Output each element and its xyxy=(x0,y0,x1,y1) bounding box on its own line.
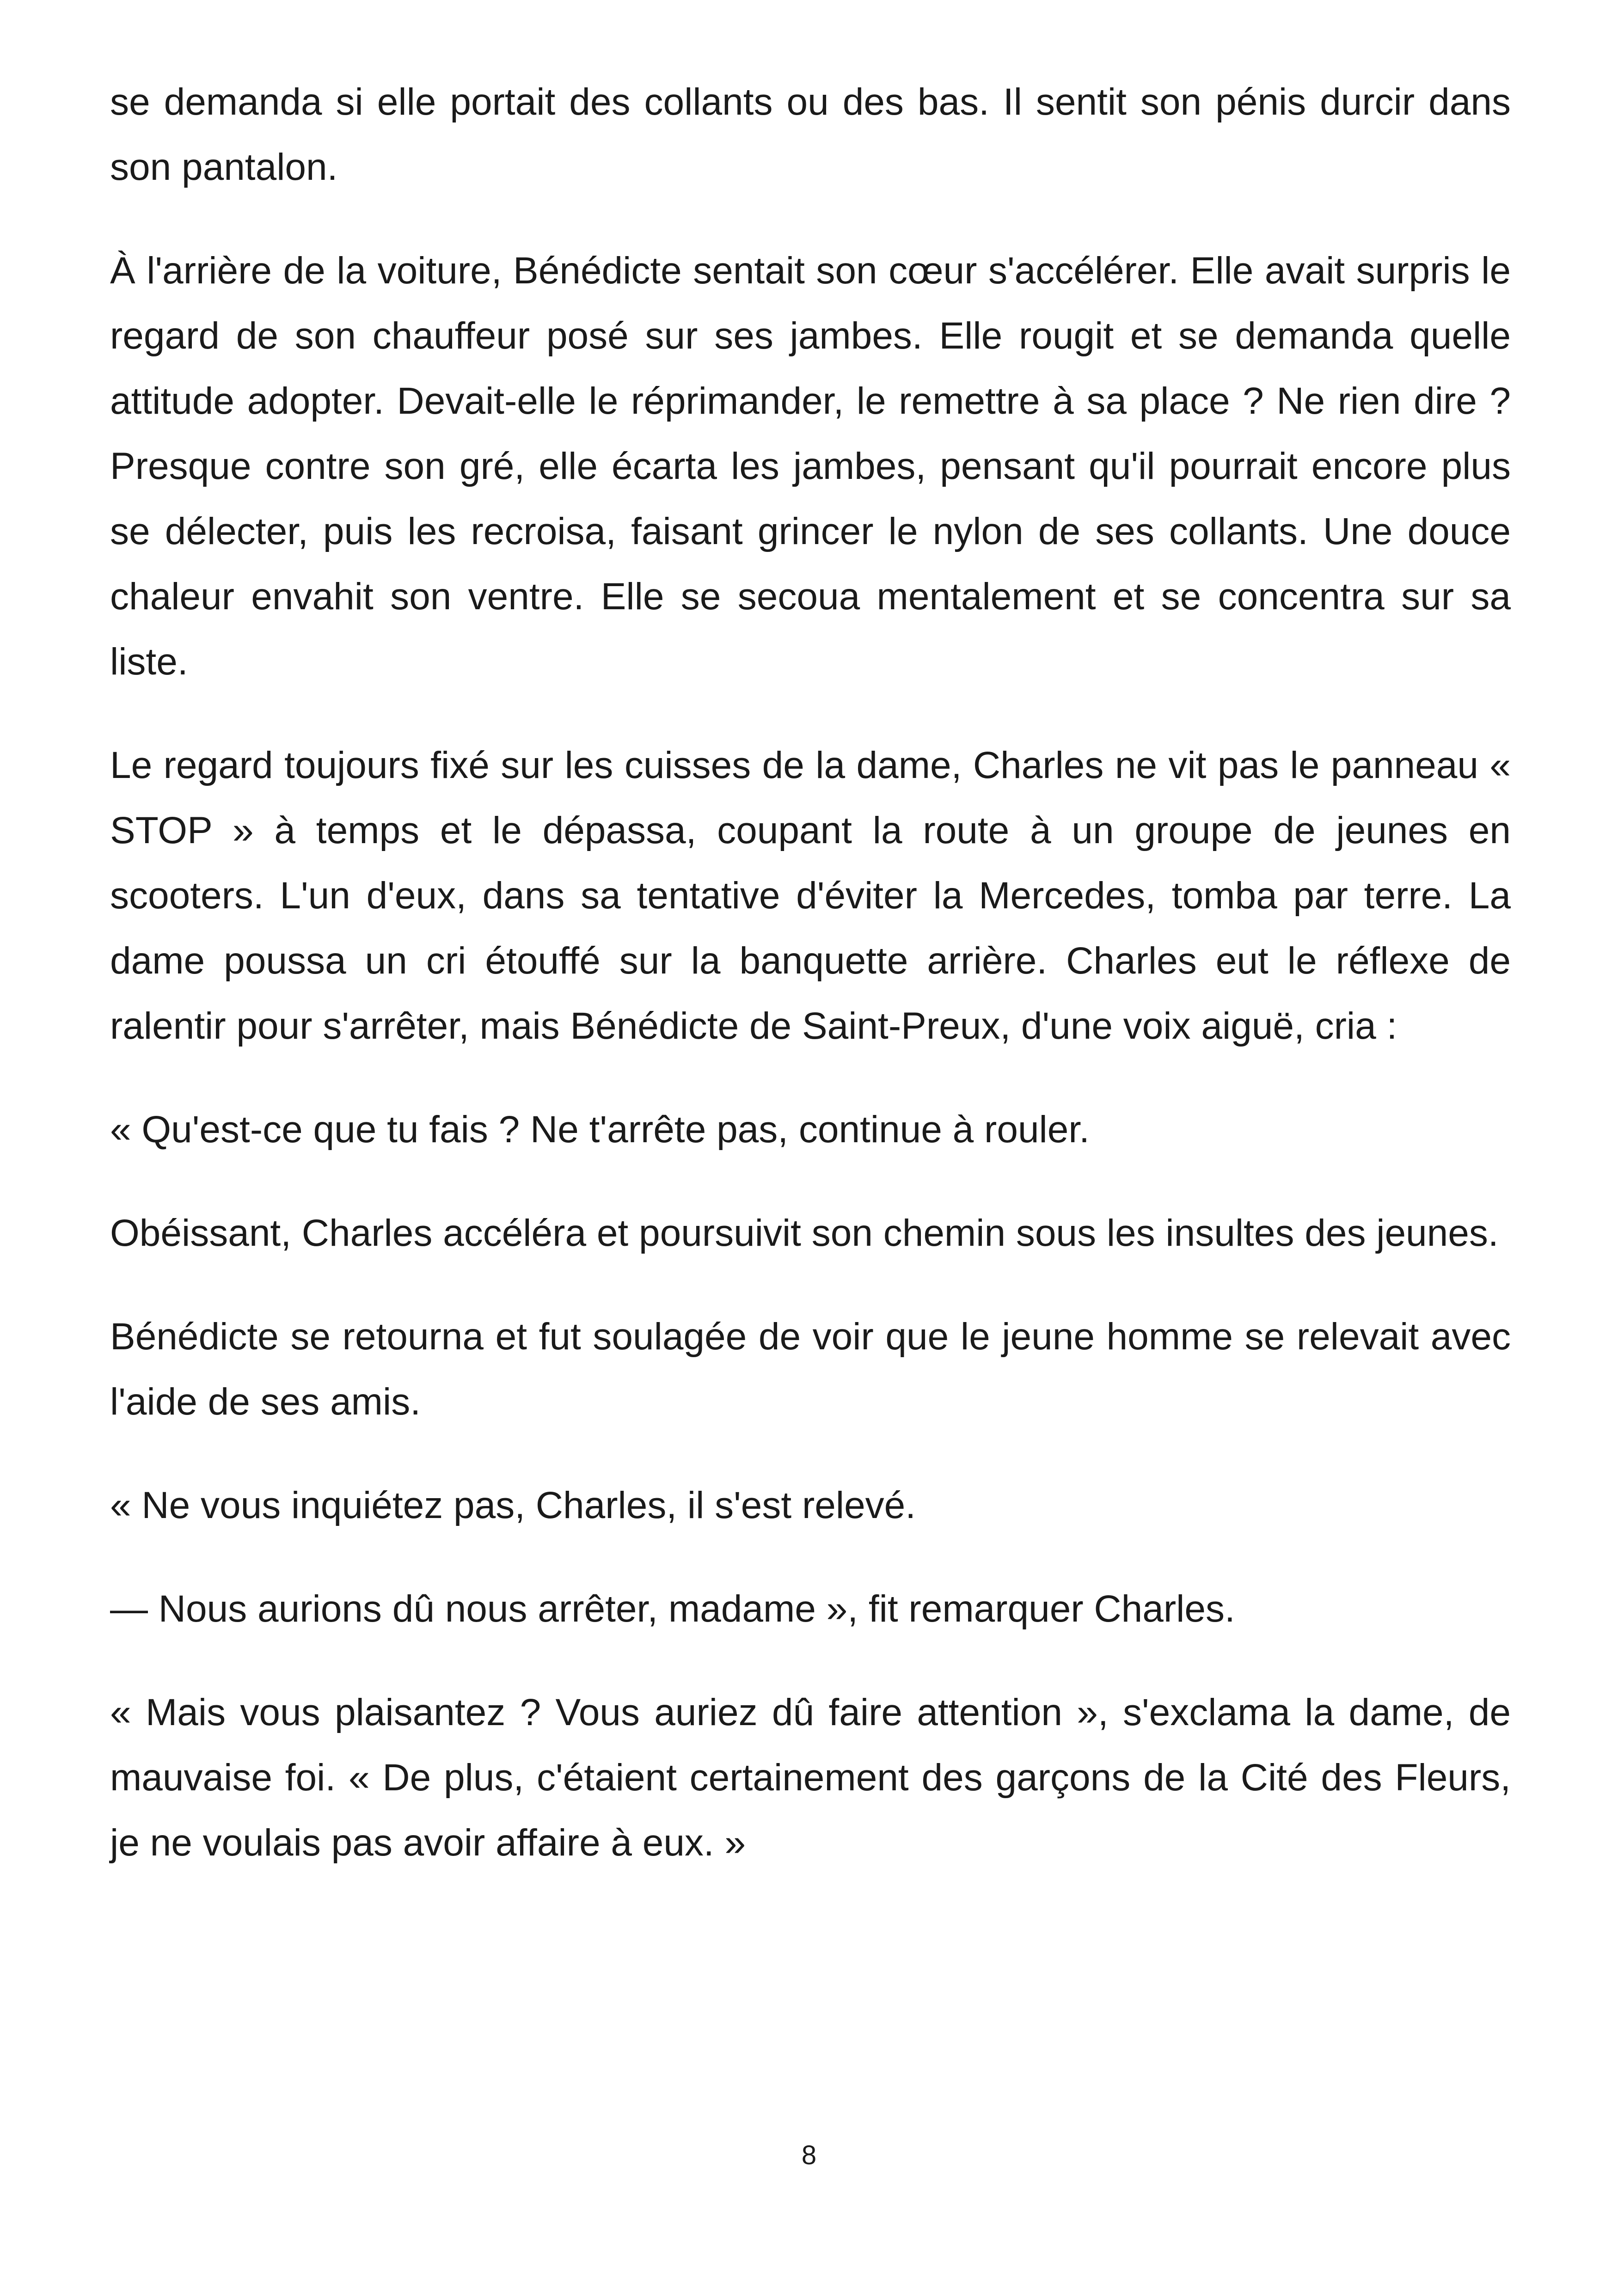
paragraph: À l'arrière de la voiture, Bénédicte sentait son cœur s'accélérer. Elle avait surpris le regard de son chauffeur posé sur ses jambes. Elle rougit et se demanda quelle attitude adopter. Devait-elle le réprimander, le remettre à sa place ? Ne rien dire ? Presque contre son gré, elle écarta les jambes, pensant qu'il pourrait encore plus se délecter, puis les recroisa, faisant grincer le nylon de ses collants. Une douce chaleur envahit son ventre. Elle se secoua mentalement et se concentra sur sa liste. xyxy=(110,250,1511,683)
paragraph: « Qu'est-ce que tu fais ? Ne t'arrête pas, continue à rouler. xyxy=(110,1108,1090,1151)
paragraph: — Nous aurions dû nous arrêter, madame », fit remarquer Charles. xyxy=(110,1588,1235,1630)
paragraph: Bénédicte se retourna et fut soulagée de voir que le jeune homme se relevait avec l'aide de ses amis. xyxy=(110,1316,1511,1423)
paragraph: « Ne vous inquiétez pas, Charles, il s'est relevé. xyxy=(110,1484,916,1526)
body-text xyxy=(110,69,1511,1914)
paragraph: se demanda si elle portait des collants ou des bas. Il sentit son pénis durcir dans son pantalon. xyxy=(110,81,1511,188)
paragraph: Obéissant, Charles accéléra et poursuivit son chemin sous les insultes des jeunes. xyxy=(110,1212,1499,1254)
paragraph: Le regard toujours fixé sur les cuisses de la dame, Charles ne vit pas le panneau « STOP » à temps et le dépassa, coupant la route à un groupe de jeunes en scooters. L'un d'eux, dans sa tentative d'éviter la Mercedes, tomba par terre. La dame poussa un cri étouffé sur la banquette arrière. Charles eut le réflexe de ralentir pour s'arrêter, mais Bénédicte de Saint-Preux, d'une voix aiguë, cria : xyxy=(110,744,1511,1047)
page-number: 8 xyxy=(801,2140,817,2170)
paragraph: « Mais vous plaisantez ? Vous auriez dû faire attention », s'exclama la dame, de mauvaise foi. « De plus, c'étaient certainement des garçons de la Cité des Fleurs, je ne voulais pas avoir affaire à eux. » xyxy=(110,1691,1511,1864)
